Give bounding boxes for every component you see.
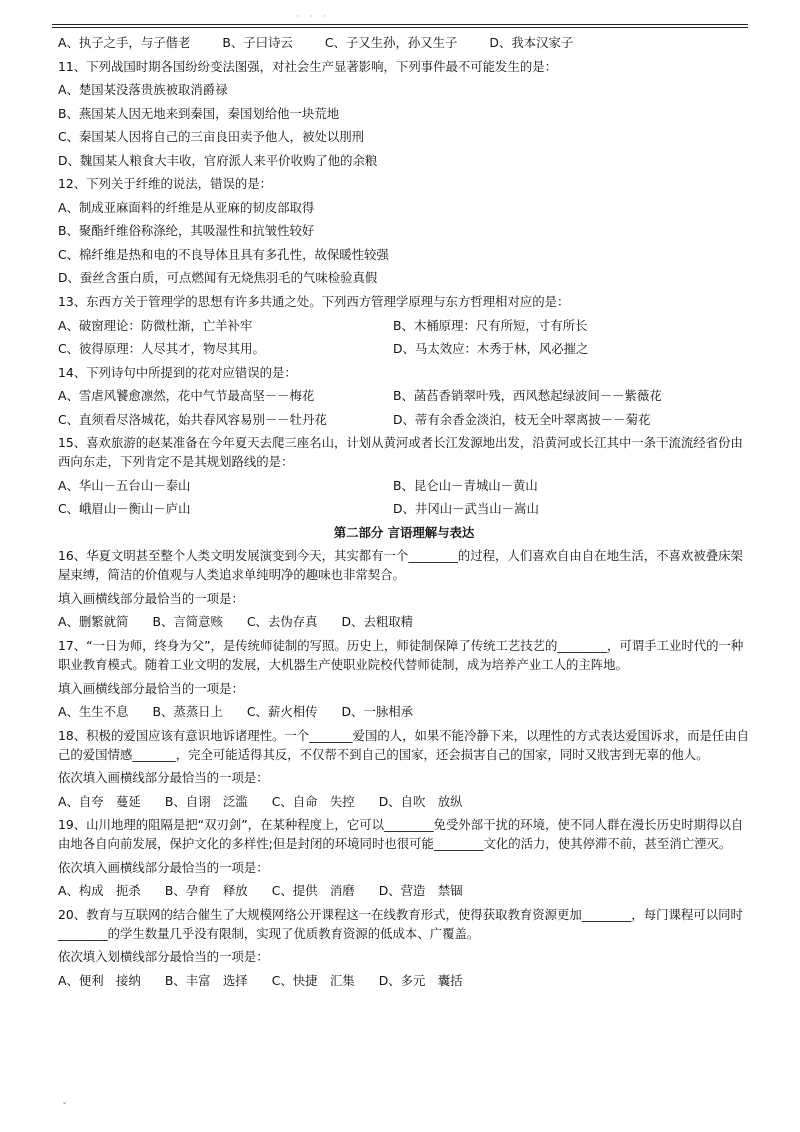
q11-option-d: D、魏国某人粮食大丰收，官府派人来平价收购了他的余粮 — [58, 152, 378, 168]
q17-options — [58, 700, 750, 724]
q12-option-b: B、聚酯纤维俗称涤纶，其吸湿性和抗皱性较好 — [58, 223, 315, 239]
q12-stem: 12、下列关于纤维的说法，错误的是： — [58, 176, 273, 192]
q14-option-c: C、直须看尽洛城花，始共春风容易别－－牡丹花 — [58, 411, 327, 427]
q10-options — [58, 31, 750, 55]
header-rule-bottom — [52, 27, 748, 28]
q18-option-d: D、自吹 放纵 — [378, 793, 463, 809]
q15-option-c: C、峨眉山－衡山－庐山 — [58, 501, 191, 517]
q19-options — [58, 879, 750, 903]
q10-option-c: C、子又生孙，孙又生子 — [324, 35, 458, 50]
q13-option-d: D、马太效应：木秀于林，风必摧之 — [393, 341, 589, 357]
q19-option-d: D、营造 禁锢 — [378, 883, 463, 899]
q19-stem: 19、山川地理的阻隔是把“双刃剑”，在某种程度上，它可以________免受外部干扰的环境，使不同人群在漫长历史时期得以自由地各自向前发展，保护文化的多样性;但是封闭的环境同时也很可能________文化的活力，使其停滞不前，甚至消亡湮灭。 — [58, 817, 744, 852]
q13-options-row1 — [58, 314, 750, 338]
q20-option-b: B、丰富 选择 — [164, 972, 248, 988]
q17-option-c: C、薪火相传 — [246, 704, 318, 720]
q11-stem: 11、下列战国时期各国纷纷变法图强，对社会生产显著影响，下列事件最不可能发生的是： — [58, 58, 558, 74]
q20-option-c: C、快捷 汇集 — [271, 972, 355, 988]
q16-option-c: C、去伪存真 — [246, 614, 318, 630]
q20-option-a: A、便利 接纳 — [58, 972, 141, 988]
q20-stem: 20、教育与互联网的结合催生了大规模网络公开课程这一在线教育形式，使得获取教育资源更加________，每门课程可以同时________的学生数量几乎没有限制，实现了优质教育资源的低成本、广覆盖。 — [58, 906, 743, 941]
q11-option-b: B、燕国某人因无地来到秦国，秦国划给他一块荒地 — [58, 105, 340, 121]
q13-option-b: B、木桶原理：尺有所短，寸有所长 — [393, 317, 588, 333]
q14-option-a: A、雪虐风饕愈凛然，花中气节最高坚－－梅花 — [58, 388, 315, 404]
q15-options-row1 — [58, 474, 750, 498]
q14-options-row2 — [58, 408, 750, 432]
q16-prompt: 填入画横线部分最恰当的一项是： — [58, 590, 244, 606]
q19-prompt: 依次填入画横线部分最恰当的一项是： — [58, 859, 269, 875]
q20-option-d: D、多元 囊括 — [378, 972, 463, 988]
q18-stem: 18、积极的爱国应该有意识地诉诸理性。一个_______爱国的人，如果不能冷静下来，以理性的方式表达爱国诉求，而是任由自己的爱国情感_______，完全可能适得其反，不仅帮不到自己的国家，还会损害自己的国家，同时又戕害到无辜的他人。 — [58, 727, 750, 762]
q10-option-a: A、执子之手，与子偕老 — [58, 35, 191, 50]
q14-stem: 14、下列诗句中所提到的花对应错误的是： — [58, 364, 297, 380]
q16-option-a: A、删繁就简 — [58, 614, 129, 630]
q20-options — [58, 969, 750, 993]
footer-mark: ˇ — [62, 1102, 67, 1113]
q19-option-c: C、提供 消磨 — [271, 883, 355, 899]
q14-option-d: D、蒂有余香金淡泊，枝无全叶翠离披－－菊花 — [393, 411, 651, 427]
q13-stem: 13、东西方关于管理学的思想有许多共通之处。下列西方管理学原理与东方哲理相对应的是： — [58, 294, 570, 310]
q12-option-a: A、制成亚麻面料的纤维是从亚麻的韧皮部取得 — [58, 199, 315, 215]
q17-prompt: 填入画横线部分最恰当的一项是： — [58, 680, 244, 696]
q15-option-d: D、井冈山－武当山－嵩山 — [393, 501, 539, 517]
q16-stem: 16、华夏文明甚至整个人类文明发展演变到今天，其实都有一个________的过程，人们喜欢自由自在地生活，不喜欢被叠床架屋束缚，简洁的价值观与人类追求单纯明净的趣味也非常契合。 — [58, 548, 743, 583]
q16-options — [58, 610, 750, 634]
q15-stem: 15、喜欢旅游的赵某准备在今年夏天去爬三座名山，计划从黄河或者长江发源地出发，沿黄河或长江其中一条干流流经省份由西向东走，下列肯定不是其规划路线的是： — [58, 435, 743, 470]
q18-option-a: A、自夸 蔓延 — [58, 793, 141, 809]
q10-option-d: D、我本汉家子 — [489, 35, 574, 50]
q19-option-a: A、构成 扼杀 — [58, 883, 141, 899]
q19-option-b: B、孕育 释放 — [164, 883, 248, 899]
q18-option-b: B、自诩 泛滥 — [164, 793, 248, 809]
q16-option-d: D、去粗取精 — [341, 614, 414, 630]
exam-page-content — [58, 31, 750, 992]
q12-option-c: C、棉纤维是热和电的不良导体且具有多孔性，故保暖性较强 — [58, 246, 389, 262]
header-rule-top — [52, 24, 748, 25]
q12-option-d: D、蚕丝含蛋白质，可点燃闻有无烧焦羽毛的气味检验真假 — [58, 270, 378, 286]
q18-option-c: C、自命 失控 — [271, 793, 355, 809]
q20-prompt: 依次填入划横线部分最恰当的一项是： — [58, 949, 269, 965]
q10-option-b: B、子曰诗云 — [222, 35, 293, 50]
q15-option-a: A、华山－五台山－泰山 — [58, 477, 191, 493]
q13-options-row2 — [58, 337, 750, 361]
q15-options-row2 — [58, 497, 750, 521]
header-mark: · · · — [296, 12, 331, 22]
q17-option-a: A、生生不息 — [58, 704, 129, 720]
q15-option-b: B、昆仑山－青城山－黄山 — [393, 477, 538, 493]
q13-option-c: C、彼得原理：人尽其才，物尽其用。 — [58, 341, 265, 357]
section-2-title: 第二部分 言语理解与表达 — [333, 524, 475, 540]
q11-option-a: A、楚国某没落贵族被取消爵禄 — [58, 82, 228, 98]
q17-option-b: B、蒸蒸日上 — [152, 704, 223, 720]
q17-option-d: D、一脉相承 — [341, 704, 414, 720]
q16-option-b: B、言简意赅 — [152, 614, 223, 630]
q13-option-a: A、破窗理论：防微杜渐，亡羊补牢 — [58, 317, 253, 333]
q18-options — [58, 790, 750, 814]
q14-options-row1 — [58, 384, 750, 408]
q17-stem: 17、“一日为师，终身为父”，是传统师徒制的写照。历史上，师徒制保障了传统工艺技艺的________，可谓手工业时代的一种职业教育模式。随着工业文明的发展，大机器生产使职业院校代替师徒制，成为培养产业工人的主阵地。 — [58, 638, 744, 673]
q14-option-b: B、菡萏香销翠叶残，西风愁起绿波间－－紫薇花 — [393, 388, 662, 404]
q11-option-c: C、秦国某人因将自己的三亩良田卖予他人，被处以刖刑 — [58, 129, 365, 145]
q18-prompt: 依次填入画横线部分最恰当的一项是： — [58, 770, 269, 786]
